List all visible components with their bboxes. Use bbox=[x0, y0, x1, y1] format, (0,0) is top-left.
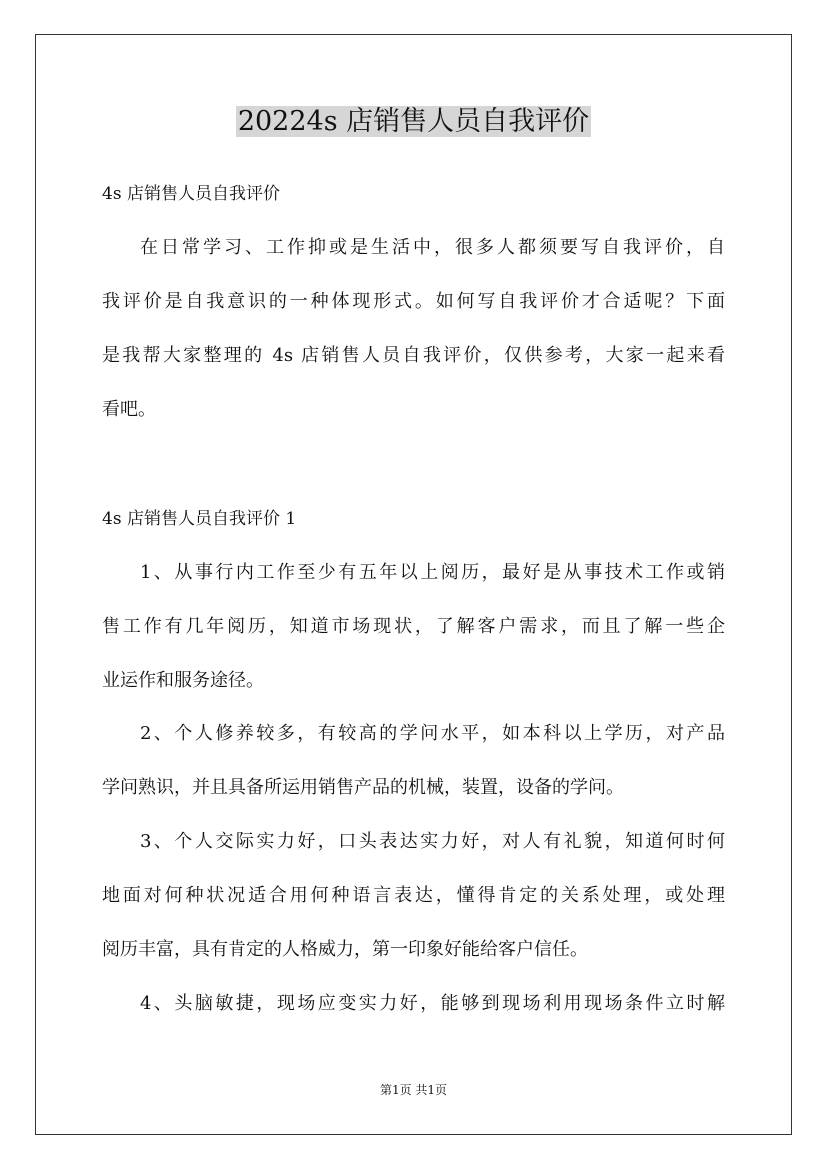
item-3-line: 3、个人交际实力好，口头表达实力好，对人有礼貌，知道何时何 bbox=[140, 831, 725, 852]
intro-paragraph-line: 在日常学习、工作抑或是生活中，很多人都须要写自我评价，自 bbox=[140, 237, 725, 258]
intro-paragraph-line: 是我帮大家整理的 4s 店销售人员自我评价，仅供参考，大家一起来看 bbox=[102, 345, 725, 366]
intro-heading: 4s 店销售人员自我评价 bbox=[102, 184, 280, 204]
item-3-line: 阅历丰富，具有肯定的人格威力，第一印象好能给客户信任。 bbox=[102, 939, 588, 960]
item-2-line: 2、个人修养较多，有较高的学问水平，如本科以上学历，对产品 bbox=[140, 723, 725, 744]
document-title: 20224s 店销售人员自我评价 bbox=[237, 106, 590, 137]
intro-paragraph-line: 看吧。 bbox=[102, 399, 156, 420]
intro-paragraph-line: 我评价是自我意识的一种体现形式。如何写自我评价才合适呢？下面 bbox=[102, 291, 725, 312]
item-1-line: 1、从事行内工作至少有五年以上阅历，最好是从事技术工作或销 bbox=[140, 562, 725, 583]
item-2-line: 学问熟识，并且具备所运用销售产品的机械，装置，设备的学问。 bbox=[102, 777, 624, 798]
item-1-line: 售工作有几年阅历，知道市场现状，了解客户需求，而且了解一些企 bbox=[102, 616, 725, 637]
item-3-line: 地面对何种状况适合用何种语言表达，懂得肯定的关系处理，或处理 bbox=[102, 885, 725, 906]
item-1-line: 业运作和服务途径。 bbox=[102, 670, 264, 691]
section-heading: 4s 店销售人员自我评价 1 bbox=[102, 509, 297, 529]
page-footer: 第1页 共1页 bbox=[379, 1083, 448, 1097]
item-4-line: 4、头脑敏捷，现场应变实力好，能够到现场利用现场条件立时解 bbox=[140, 993, 725, 1014]
